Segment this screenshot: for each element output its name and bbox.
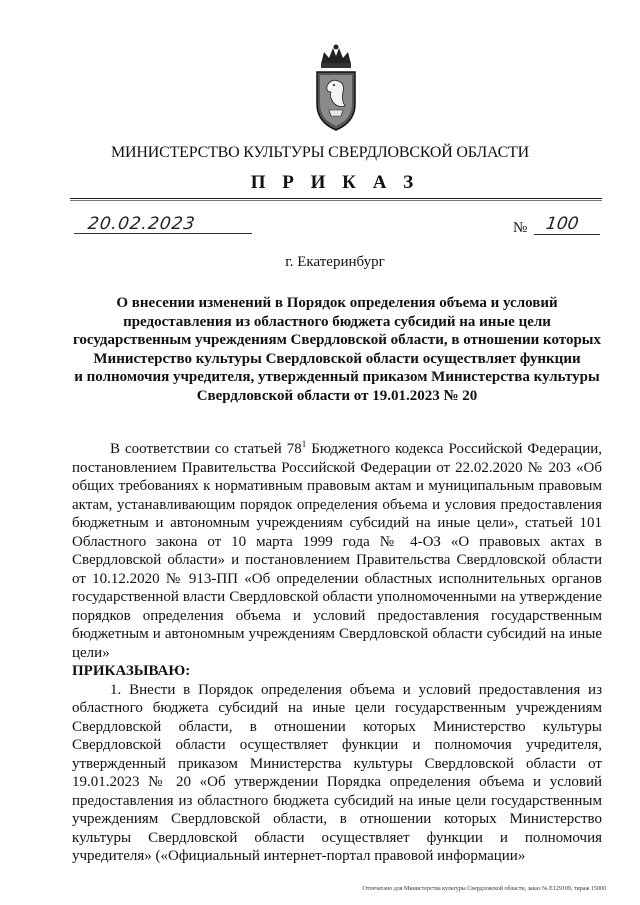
- print-imprint: Отпечатано для Министерства культуры Свердловской области, заказ № Е129109, тираж 15000: [362, 886, 606, 892]
- order-body: [72, 435, 602, 866]
- sverdlovsk-coat-of-arms-icon: [307, 42, 365, 132]
- city: г. Екатеринбург: [285, 254, 385, 270]
- ministry-name: МИНИСТЕРСТВО КУЛЬТУРЫ СВЕРДЛОВСКОЙ ОБЛАСТИ: [111, 144, 529, 161]
- decree-word: ПРИКАЗЫВАЮ:: [72, 663, 191, 679]
- heading-line: предоставления из областного бюджета субсидий на иные цели: [123, 313, 551, 330]
- preamble-start: В соответствии со статьей 78: [110, 441, 302, 457]
- item-1-paragraph: 1. Внести в Порядок определения объема и условий предоставления из областного бюджета субсидий на иные цели государственным учреждениям Свердловской области, в отношении которых Министерство культуры Свердловской области осуществляет функции и полномочия учредителя, утвержденный приказом Министерства культуры Свердловской области от 19.01.2023 № 20 «Об утверждении Порядка определения объема и условий предоставления из областного бюджета субсидий на иные цели государственным учреждениям Свердловской области, в отношении которых Министерство культуры Свердловской области осуществляет функции и полномочия учредителя» («Официальный интернет-портал правовой информации»: [72, 681, 602, 864]
- date-underline: [74, 233, 252, 234]
- heading-line: государственным учреждениям Свердловской области, в отношении которых: [72, 332, 602, 349]
- order-heading: [70, 294, 604, 406]
- preamble-paragraph: [72, 435, 602, 662]
- heading-line: Свердловской области от 19.01.2023 № 20: [196, 387, 478, 404]
- heading-line: и полномочия учредителя, утвержденный приказом Министерства культуры: [74, 369, 600, 386]
- order-title: П Р И К А З: [250, 172, 420, 193]
- title-divider: [70, 198, 602, 199]
- article-superscript: 1: [301, 439, 307, 449]
- heading-line: О внесении изменений в Порядок определения объема и условий: [116, 295, 558, 311]
- number-underline: [534, 234, 600, 235]
- number-label: №: [513, 220, 528, 236]
- heading-line: Министерство культуры Свердловской области осуществляет функции: [93, 350, 581, 367]
- preamble-rest: Бюджетного кодекса Российской Федерации, постановлением Правительства Российской Федерации от 22.02.2020 № 203 «Об общих требованиях к нормативным правовым актам и муниципальным правовым актам, устанавливающим порядок определения объема и условия предоставления бюджетным и автономным учреждениям субсидий на иные цели», статьей 101 Областного закона от 10 марта 1999 года № 4-ОЗ «О правовых актах в Свердловской области» и постановлением Правительства Свердловской области от 10.12.2020 № 913-ПП «Об определении областных исполнительных органов государственной власти Свердловской области уполномоченными на утверждение порядков определения объема и условий предоставления государственным бюджетным и автономным учреждениям Свердловской области субсидий на иные цели»: [72, 441, 603, 661]
- handwritten-date: 20.02.2023: [86, 214, 197, 234]
- handwritten-number: 100: [544, 214, 580, 234]
